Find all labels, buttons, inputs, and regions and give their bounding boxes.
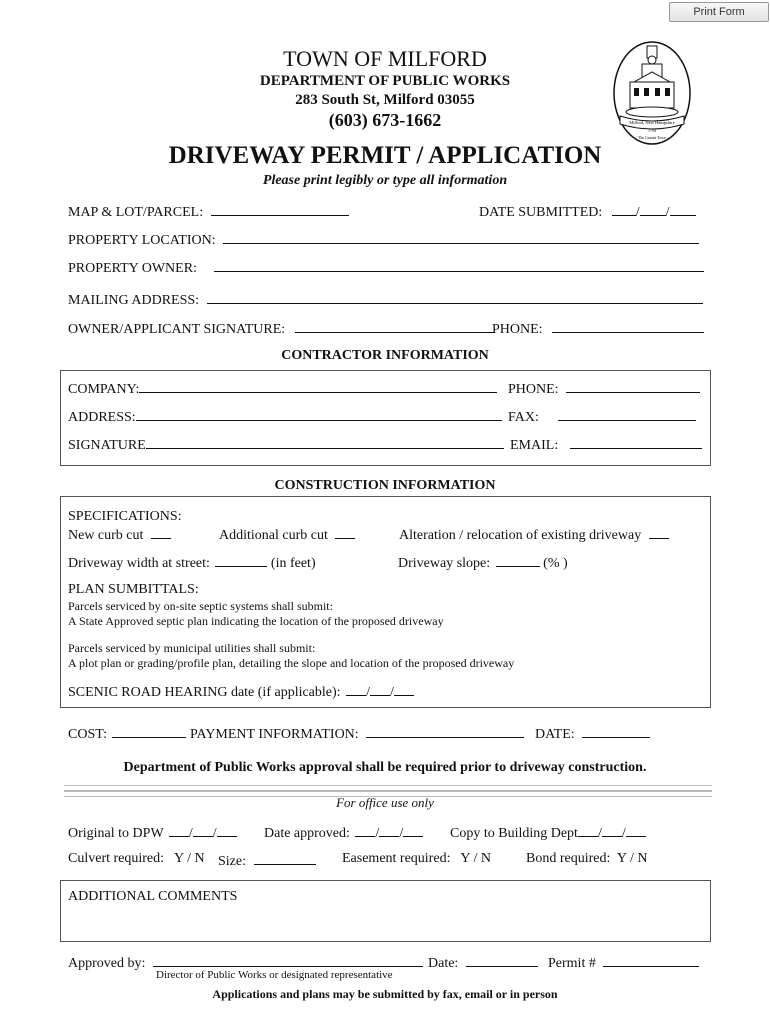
town-name: TOWN OF MILFORD [283,46,487,71]
septic-text-1: Parcels serviced by on-site septic systems shall submit: [68,599,333,613]
permit-number-label: Permit # [548,956,596,971]
seal-est-text: 1794 [648,128,656,133]
additional-curb-cut-label: Additional curb cut [219,528,328,543]
property-owner-field[interactable] [68,258,704,277]
property-owner-label: PROPERTY OWNER: [68,261,197,276]
additional-comments-label: ADDITIONAL COMMENTS [68,889,238,904]
seal-motto-text: The Granite Town [638,136,666,140]
plan-submittals-heading: PLAN SUMBITTALS: [68,582,199,597]
scenic-road-field[interactable]: SCENIC ROAD HEARING date (if applicable): / / [68,682,414,701]
contractor-address-field[interactable] [68,407,502,426]
owner-signature-label: OWNER/APPLICANT SIGNATURE: [68,322,286,337]
map-lot-label: MAP & LOT/PARCEL: [68,205,204,220]
approval-note: Department of Public Works approval shall be required prior to driveway construction. [123,760,647,775]
date-approved-field[interactable]: Date approved: / / [264,823,423,842]
contractor-company-field[interactable] [68,379,497,398]
contractor-phone-field[interactable] [508,379,700,398]
contractor-signature-label: SIGNATURE [68,438,146,453]
payment-info-label: PAYMENT INFORMATION: [190,727,359,742]
driveway-width-label: Driveway width at street: [68,556,210,571]
mailing-address-label: MAILING ADDRESS: [68,293,200,308]
owner-phone-field[interactable] [492,319,704,338]
payment-date-label: DATE: [535,727,575,742]
contractor-phone-label: PHONE: [508,382,559,397]
department-phone: (603) 673-1662 [328,110,442,130]
submission-note: Applications and plans may be submitted by fax, email or in person [212,987,558,1001]
map-lot-field[interactable] [68,202,349,221]
mailing-address-field[interactable] [68,290,703,309]
new-curb-cut-label: New curb cut [68,528,144,543]
payment-date-field[interactable] [535,724,650,743]
contractor-signature-field[interactable] [68,435,504,454]
approval-date-label: Date: [428,956,459,971]
bond-required[interactable]: Bond required: Y / N [526,851,648,866]
date-submitted-label: DATE SUBMITTED: [479,205,603,220]
construction-heading: CONSTRUCTION INFORMATION [274,478,496,493]
septic-text-2: A State Approved septic plan indicating the location of the proposed driveway [68,614,444,628]
driveway-width-field[interactable] [68,553,316,572]
cost-label: COST: [68,727,107,742]
alteration-field[interactable] [399,525,669,544]
contractor-company-label: COMPANY: [68,382,140,397]
driveway-slope-label: Driveway slope: [398,556,491,571]
print-form-button[interactable]: Print Form [669,2,769,22]
department-address: 283 South St, Milford 03055 [295,92,475,108]
copy-building-label: Copy to Building Dept [450,826,578,841]
cost-field[interactable] [68,724,186,743]
original-to-dpw-label: Original to DPW [68,826,164,841]
culvert-required[interactable]: Culvert required: Y / N [68,851,205,866]
seal-ribbon-text: Milford, New Hampshire [629,120,675,125]
payment-info-field[interactable] [190,724,524,743]
property-location-field[interactable] [68,230,699,249]
culvert-size-label: Size: [218,854,246,869]
approved-by-label: Approved by: [68,956,146,971]
contractor-address-label: ADDRESS: [68,410,136,425]
easement-required[interactable]: Easement required: Y / N [342,851,492,866]
specifications-label: SPECIFICATIONS: [68,509,182,524]
additional-curb-cut-field[interactable] [219,525,355,544]
contractor-fax-label: FAX: [508,410,539,425]
town-seal-logo [612,40,692,146]
municipal-text-1: Parcels serviced by municipal utilities shall submit: [68,641,316,655]
copy-building-field[interactable]: Copy to Building Dept / / [450,823,646,842]
scenic-road-label: SCENIC ROAD HEARING date (if applicable): [68,685,341,700]
driveway-slope-unit: (% ) [543,556,568,571]
department-name: DEPARTMENT OF PUBLIC WORKS [259,73,511,89]
municipal-text-2: A plot plan or grading/profile plan, detailing the slope and location of the proposed driveway [68,656,515,670]
office-use-heading: For office use only [336,795,434,810]
form-subtitle: Please print legibly or type all information [262,173,508,188]
form-title: DRIVEWAY PERMIT / APPLICATION [168,142,602,169]
new-curb-cut-field[interactable] [68,525,171,544]
driveway-slope-field[interactable] [398,553,568,572]
contractor-email-field[interactable] [510,435,702,454]
alteration-label: Alteration / relocation of existing driveway [399,528,642,543]
approval-date-field[interactable] [428,953,538,972]
permit-number-field[interactable] [548,953,699,972]
date-approved-label: Date approved: [264,826,350,841]
contractor-email-label: EMAIL: [510,438,559,453]
approver-caption: Director of Public Works or designated representative [156,969,393,981]
date-submitted-field[interactable]: DATE SUBMITTED: / / [479,202,696,221]
property-location-label: PROPERTY LOCATION: [68,233,216,248]
contractor-fax-field[interactable] [508,407,696,426]
owner-phone-label: PHONE: [492,322,543,337]
driveway-width-unit: (in feet) [270,556,316,571]
owner-signature-field[interactable] [68,319,495,338]
culvert-size-field[interactable] [218,851,316,870]
original-to-dpw-field[interactable]: Original to DPW / / [68,823,237,842]
contractor-heading: CONTRACTOR INFORMATION [281,348,489,363]
